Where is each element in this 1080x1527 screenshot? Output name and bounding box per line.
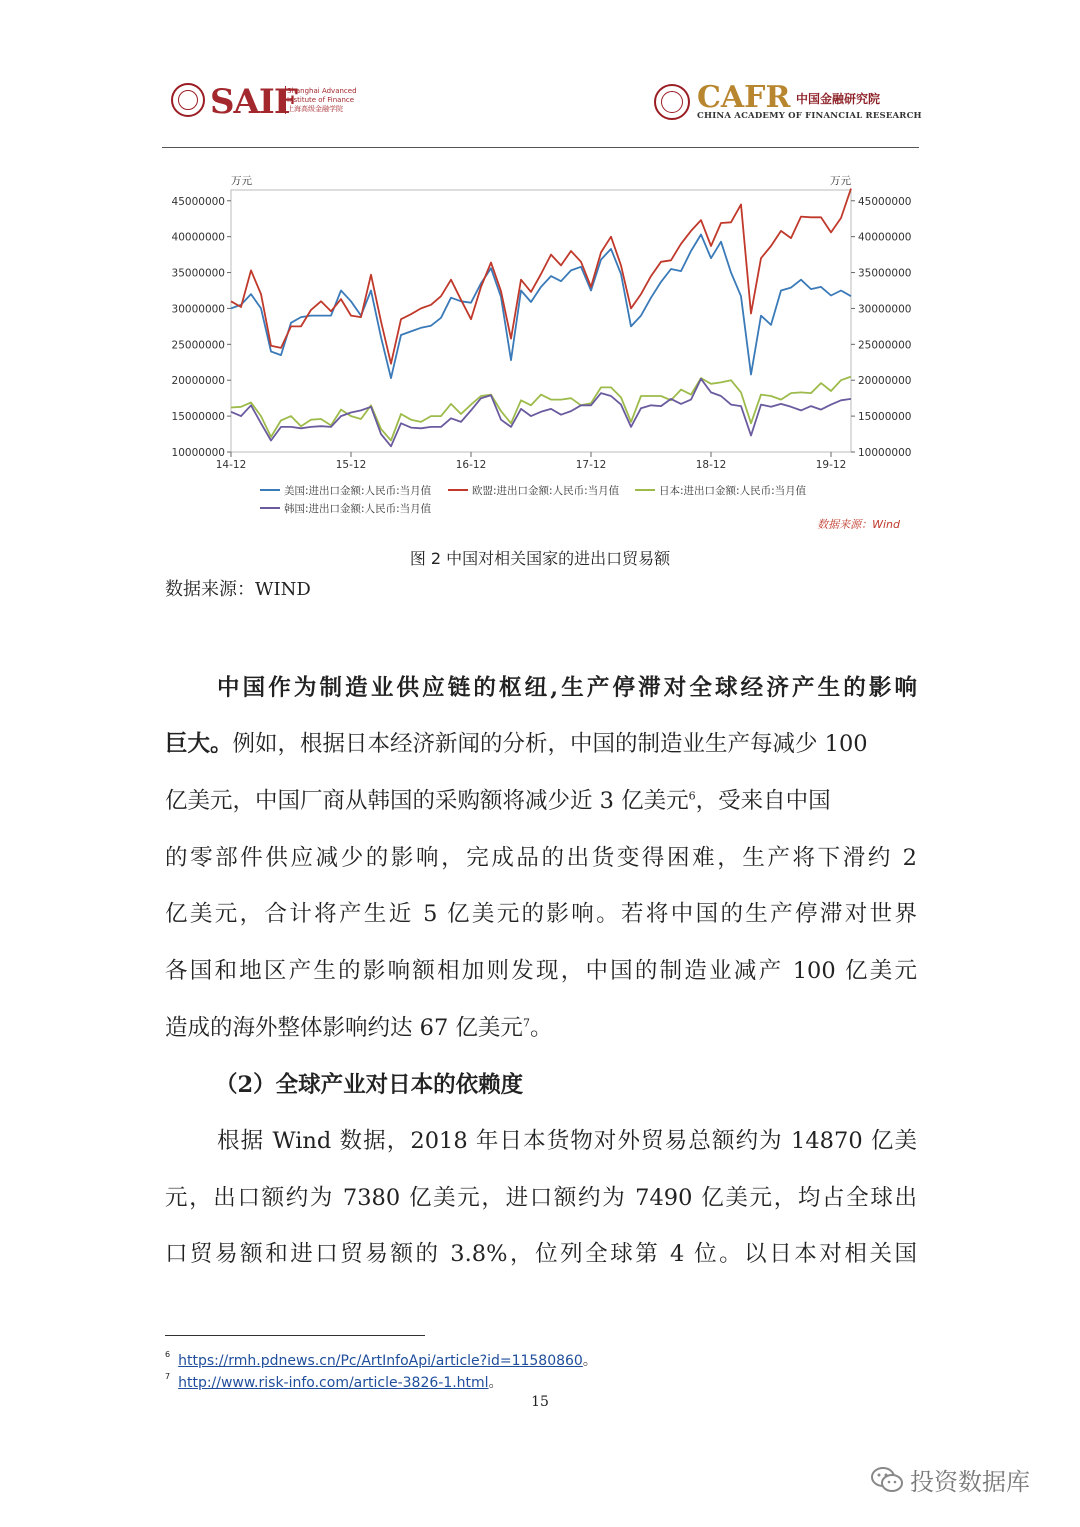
y-tick-label-right: 20000000 (858, 375, 912, 388)
series-line-0 (231, 235, 851, 379)
y-tick-label-left: 35000000 (171, 267, 225, 280)
y-tick-label-right: 35000000 (858, 267, 912, 280)
y-tick-label-left: 40000000 (171, 231, 225, 244)
figure-source: 数据来源：WIND (165, 579, 311, 600)
footnote-link[interactable]: https://rmh.pdnews.cn/Pc/ArtInfoApi/article?id=11580860 (178, 1353, 583, 1369)
para1-line7-text-b: 。 (529, 1015, 553, 1041)
y-tick-label-left: 45000000 (171, 195, 225, 208)
footnote-7 (165, 1372, 503, 1392)
page-number: 15 (531, 1394, 549, 1410)
y-tick-label-right: 40000000 (858, 231, 912, 244)
para1-line3-text-b: ，受来自中国 (695, 788, 831, 814)
x-tick-label: 17-12 (575, 459, 607, 471)
y-unit-left: 万元 (231, 175, 252, 187)
footnote-ref-6[interactable]: 6 (688, 789, 696, 803)
cafr-seal-logo (654, 84, 690, 120)
y-tick-label-left: 20000000 (171, 375, 225, 388)
x-tick-label: 14-12 (215, 459, 247, 471)
watermark-text: 投资数据库 (910, 1468, 1030, 1496)
saif-subtitle-cn: 上海高级金融学院 (287, 105, 343, 113)
y-tick-label-right: 25000000 (858, 339, 912, 352)
para1-line3-text-a: 亿美元，中国厂商从韩国的采购额将减少近 3 亿美元 (165, 788, 689, 814)
y-tick-label-right: 10000000 (858, 447, 912, 459)
series-line-2 (231, 377, 851, 441)
y-tick-label-right: 45000000 (858, 195, 912, 208)
saif-seal-logo (171, 83, 205, 117)
cafr-subtitle-en: CHINA ACADEMY OF FINANCIAL RESEARCH (697, 111, 922, 121)
para1-line2-text: 例如，根据日本经济新闻的分析，中国的制造业生产每减少 100 (232, 731, 868, 757)
series-line-3 (231, 379, 851, 447)
para2-line2: 元，出口额约为 7380 亿美元，进口额约为 7490 亿美元，均占全球出 (165, 1185, 917, 1211)
para2-line3: 口贸易额和进口贸易额的 3.8%，位列全球第 4 位。以日本对相关国 (165, 1241, 917, 1267)
x-tick-label: 19-12 (815, 459, 847, 471)
legend-label: 欧盟:进出口金额:人民币:当月值 (472, 485, 620, 497)
para1-line7-text-a: 造成的海外整体影响约达 67 亿美元 (165, 1015, 523, 1041)
wechat-icon (870, 1466, 904, 1494)
legend-label: 美国:进出口金额:人民币:当月值 (284, 485, 432, 497)
footnote-tail: 。 (488, 1375, 503, 1391)
y-tick-label-left: 15000000 (171, 411, 225, 424)
para1-line7 (165, 1013, 917, 1043)
para1-line1 (217, 673, 917, 703)
para1-bold-text-2: 巨大。 (165, 731, 233, 757)
y-tick-label-right: 30000000 (858, 303, 912, 316)
y-tick-label-left: 30000000 (171, 303, 225, 316)
para1-line6: 各国和地区产生的影响额相加则发现，中国的制造业减产 100 亿美元 (165, 958, 917, 984)
saif-subtitle-en-1: Shanghai Advanced (287, 87, 357, 95)
y-tick-label-right: 15000000 (858, 411, 912, 424)
cafr-subtitle-cn: 中国金融研究院 (796, 92, 881, 106)
saif-subtitle-en-2: Institute of Finance (287, 96, 355, 104)
y-tick-label-left: 25000000 (171, 339, 225, 352)
saif-logo-text: SAIF (210, 82, 297, 122)
legend-label: 韩国:进出口金额:人民币:当月值 (284, 503, 432, 515)
watermark (870, 1462, 1030, 1497)
footnote-number: 6 (165, 1350, 171, 1359)
para1-line3 (165, 786, 917, 816)
chart-source-note: 数据来源：Wind (817, 518, 900, 531)
para1-line5: 亿美元，合计将产生近 5 亿美元的影响。若将中国的生产停滞对世界 (165, 901, 917, 927)
footnote-rule (165, 1335, 425, 1336)
x-tick-label: 18-12 (695, 459, 727, 471)
footnote-number: 7 (165, 1372, 171, 1381)
footnote-6 (165, 1350, 597, 1370)
para1-line2 (165, 729, 917, 759)
section-heading: （2）全球产业对日本的依赖度 (215, 1072, 524, 1098)
footnote-link[interactable]: http://www.risk-info.com/article-3826-1.html (178, 1375, 489, 1391)
y-tick-label-left: 10000000 (171, 447, 225, 459)
para2-line1: 根据 Wind 数据，2018 年日本货物对外贸易总额约为 14870 亿美 (217, 1128, 917, 1154)
figure-caption: 图 2 中国对相关国家的进出口贸易额 (409, 549, 671, 568)
header-rule (162, 147, 919, 148)
cafr-logo-text: CAFR (697, 80, 791, 115)
trade-line-chart (165, 160, 915, 542)
x-tick-label: 15-12 (335, 459, 367, 471)
x-tick-label: 16-12 (455, 459, 487, 471)
footnote-tail: 。 (582, 1353, 597, 1369)
para1-bold-text-1: 中国作为制造业供应链的枢纽,生产停滞对全球经济产生的影响 (217, 675, 917, 701)
para1-line4: 的零部件供应减少的影响，完成品的出货变得困难，生产将下滑约 2 (165, 845, 917, 871)
footnote-ref-7[interactable]: 7 (522, 1016, 530, 1030)
y-unit-right: 万元 (830, 175, 851, 187)
legend-label: 日本:进出口金额:人民币:当月值 (659, 485, 807, 497)
